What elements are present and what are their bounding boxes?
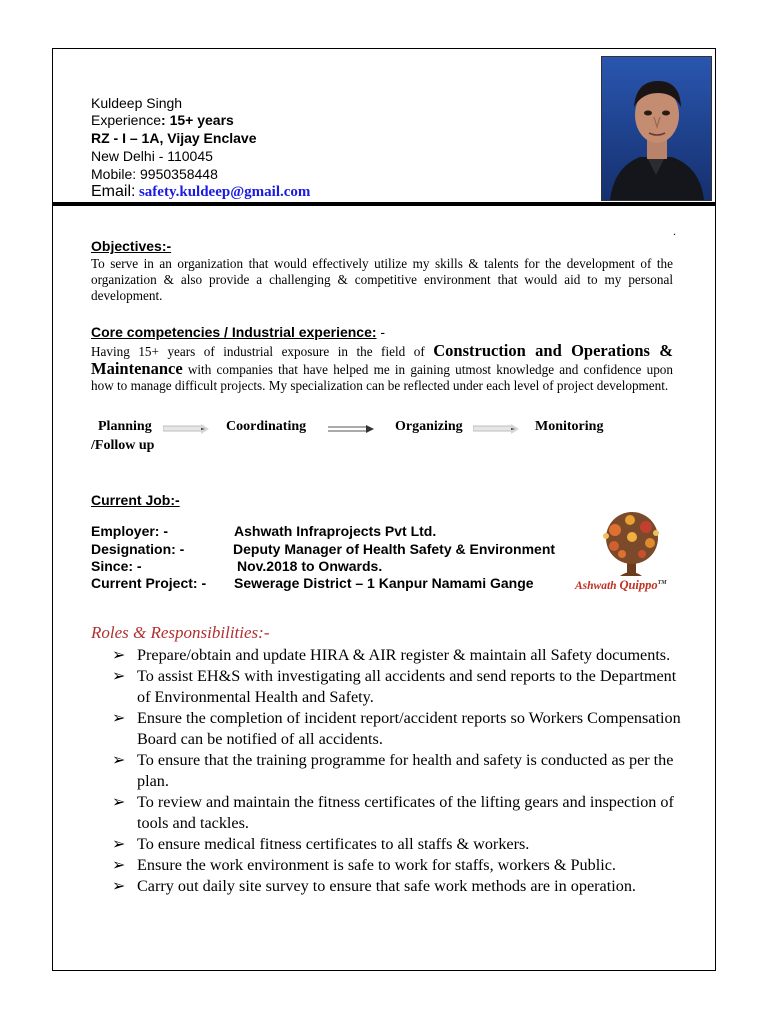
core-text-post: with companies that have helped me in gaining utmost knowledge and confidence upon how to manage difficult projects. My specialization can be reflected under each level of project development.: [91, 361, 673, 393]
mobile-number: Mobile: 9950358448: [91, 166, 218, 182]
employer-label: Employer: -: [91, 523, 169, 539]
list-item-text: Prepare/obtain and update HIRA & AIR register & maintain all Safety documents.: [137, 646, 671, 664]
list-item-text: To ensure that the training programme for health and safety is conducted as per the plan.: [137, 751, 674, 790]
objectives-heading: Objectives:-: [91, 238, 172, 254]
core-heading-line: [91, 324, 385, 340]
email-link[interactable]: safety.kuldeep@gmail.com: [138, 184, 311, 200]
current-project-value: Sewerage District – 1 Kanpur Namami Gange: [234, 575, 534, 591]
list-item-text: Ensure the completion of incident report/accident reports so Workers Compensation Board can be notified of all accidents.: [137, 709, 681, 748]
designation-value: Deputy Manager of Health Safety & Environment: [233, 541, 556, 557]
arrow-bullet-icon: ➢: [112, 751, 126, 769]
list-item: [110, 855, 690, 876]
address-line-2: New Delhi - 110045: [91, 148, 213, 164]
list-item-text: Ensure the work environment is safe to work for staffs, workers & Public.: [137, 856, 616, 874]
list-item: [110, 708, 690, 750]
list-item: [110, 792, 690, 834]
current-job-heading: Current Job:-: [91, 492, 180, 508]
flow-arrow-icon: [328, 424, 374, 434]
designation-label: Designation: -: [91, 541, 185, 557]
flow-step-monitoring: Monitoring: [535, 419, 604, 434]
list-item: [110, 876, 690, 897]
roles-list: [110, 645, 690, 897]
header-divider: [52, 202, 716, 206]
logo-text-ashwath: Ashwath: [575, 580, 617, 592]
flow-step-follow-up: /Follow up: [91, 438, 155, 453]
list-item: [110, 645, 690, 666]
logo-wordmark: [575, 578, 667, 593]
address-line-1: RZ - I – 1A, Vijay Enclave: [91, 130, 257, 146]
experience-value: : 15+ years: [161, 112, 234, 128]
objectives-text: To serve in an organization that would effectively utilize my skills & talents for the development of the organization & also provide a challenging & competitive environment that would aid to my personal development.: [91, 256, 673, 303]
list-item-text: To review and maintain the fitness certificates of the lifting gears and inspection of tools and tackles.: [137, 793, 674, 832]
flow-step-coordinating: Coordinating: [226, 419, 307, 434]
arrow-bullet-icon: ➢: [112, 667, 126, 685]
current-project-label: Current Project: -: [91, 575, 207, 591]
tree-logo-icon: [570, 510, 700, 580]
list-item-text: To assist EH&S with investigating all accidents and send reports to the Department of Environmental Health and Safety.: [137, 667, 677, 706]
core-text-pre: Having 15+ years of industrial exposure in the field of: [91, 344, 434, 359]
core-heading-suffix: -: [376, 324, 386, 340]
employer-value: Ashwath Infraprojects Pvt Ltd.: [234, 523, 437, 539]
experience-label: Experience: [91, 112, 162, 128]
process-flow: [91, 419, 691, 437]
flow-arrow-icon: [473, 424, 519, 434]
roles-heading: Roles & Responsibilities:-: [91, 623, 270, 642]
email-line: [91, 183, 310, 202]
arrow-bullet-icon: ➢: [112, 835, 126, 853]
core-text-emphasis: Construction and Operations & Maintenance: [91, 341, 673, 378]
profile-photo: [601, 56, 712, 201]
list-item-text: To ensure medical fitness certificates to all staffs & workers.: [137, 835, 530, 853]
list-item-text: Carry out daily site survey to ensure that safe work methods are in operation.: [137, 877, 636, 895]
logo-trademark: TM: [657, 580, 667, 587]
email-label: Email:: [91, 183, 136, 200]
list-item: [110, 834, 690, 855]
portrait-image: [602, 57, 711, 200]
flow-arrow-icon: [163, 424, 209, 434]
arrow-bullet-icon: ➢: [112, 856, 126, 874]
arrow-bullet-icon: ➢: [112, 877, 126, 895]
core-heading: Core competencies / Industrial experience:: [91, 324, 377, 340]
list-item: [110, 750, 690, 792]
logo-text-quippo: Quippo: [619, 578, 658, 592]
arrow-bullet-icon: ➢: [112, 709, 126, 727]
flow-step-planning: Planning: [98, 419, 152, 434]
experience-line: [91, 111, 234, 129]
candidate-name: Kuldeep Singh: [91, 95, 183, 111]
since-label: Since: -: [91, 558, 142, 574]
stray-dot: .: [673, 224, 676, 238]
list-item: [110, 666, 690, 708]
arrow-bullet-icon: ➢: [112, 793, 126, 811]
company-logo: [570, 510, 700, 600]
core-text: [91, 343, 673, 395]
flow-step-organizing: Organizing: [395, 419, 463, 434]
since-value: Nov.2018 to Onwards.: [237, 558, 383, 574]
arrow-bullet-icon: ➢: [112, 646, 126, 664]
